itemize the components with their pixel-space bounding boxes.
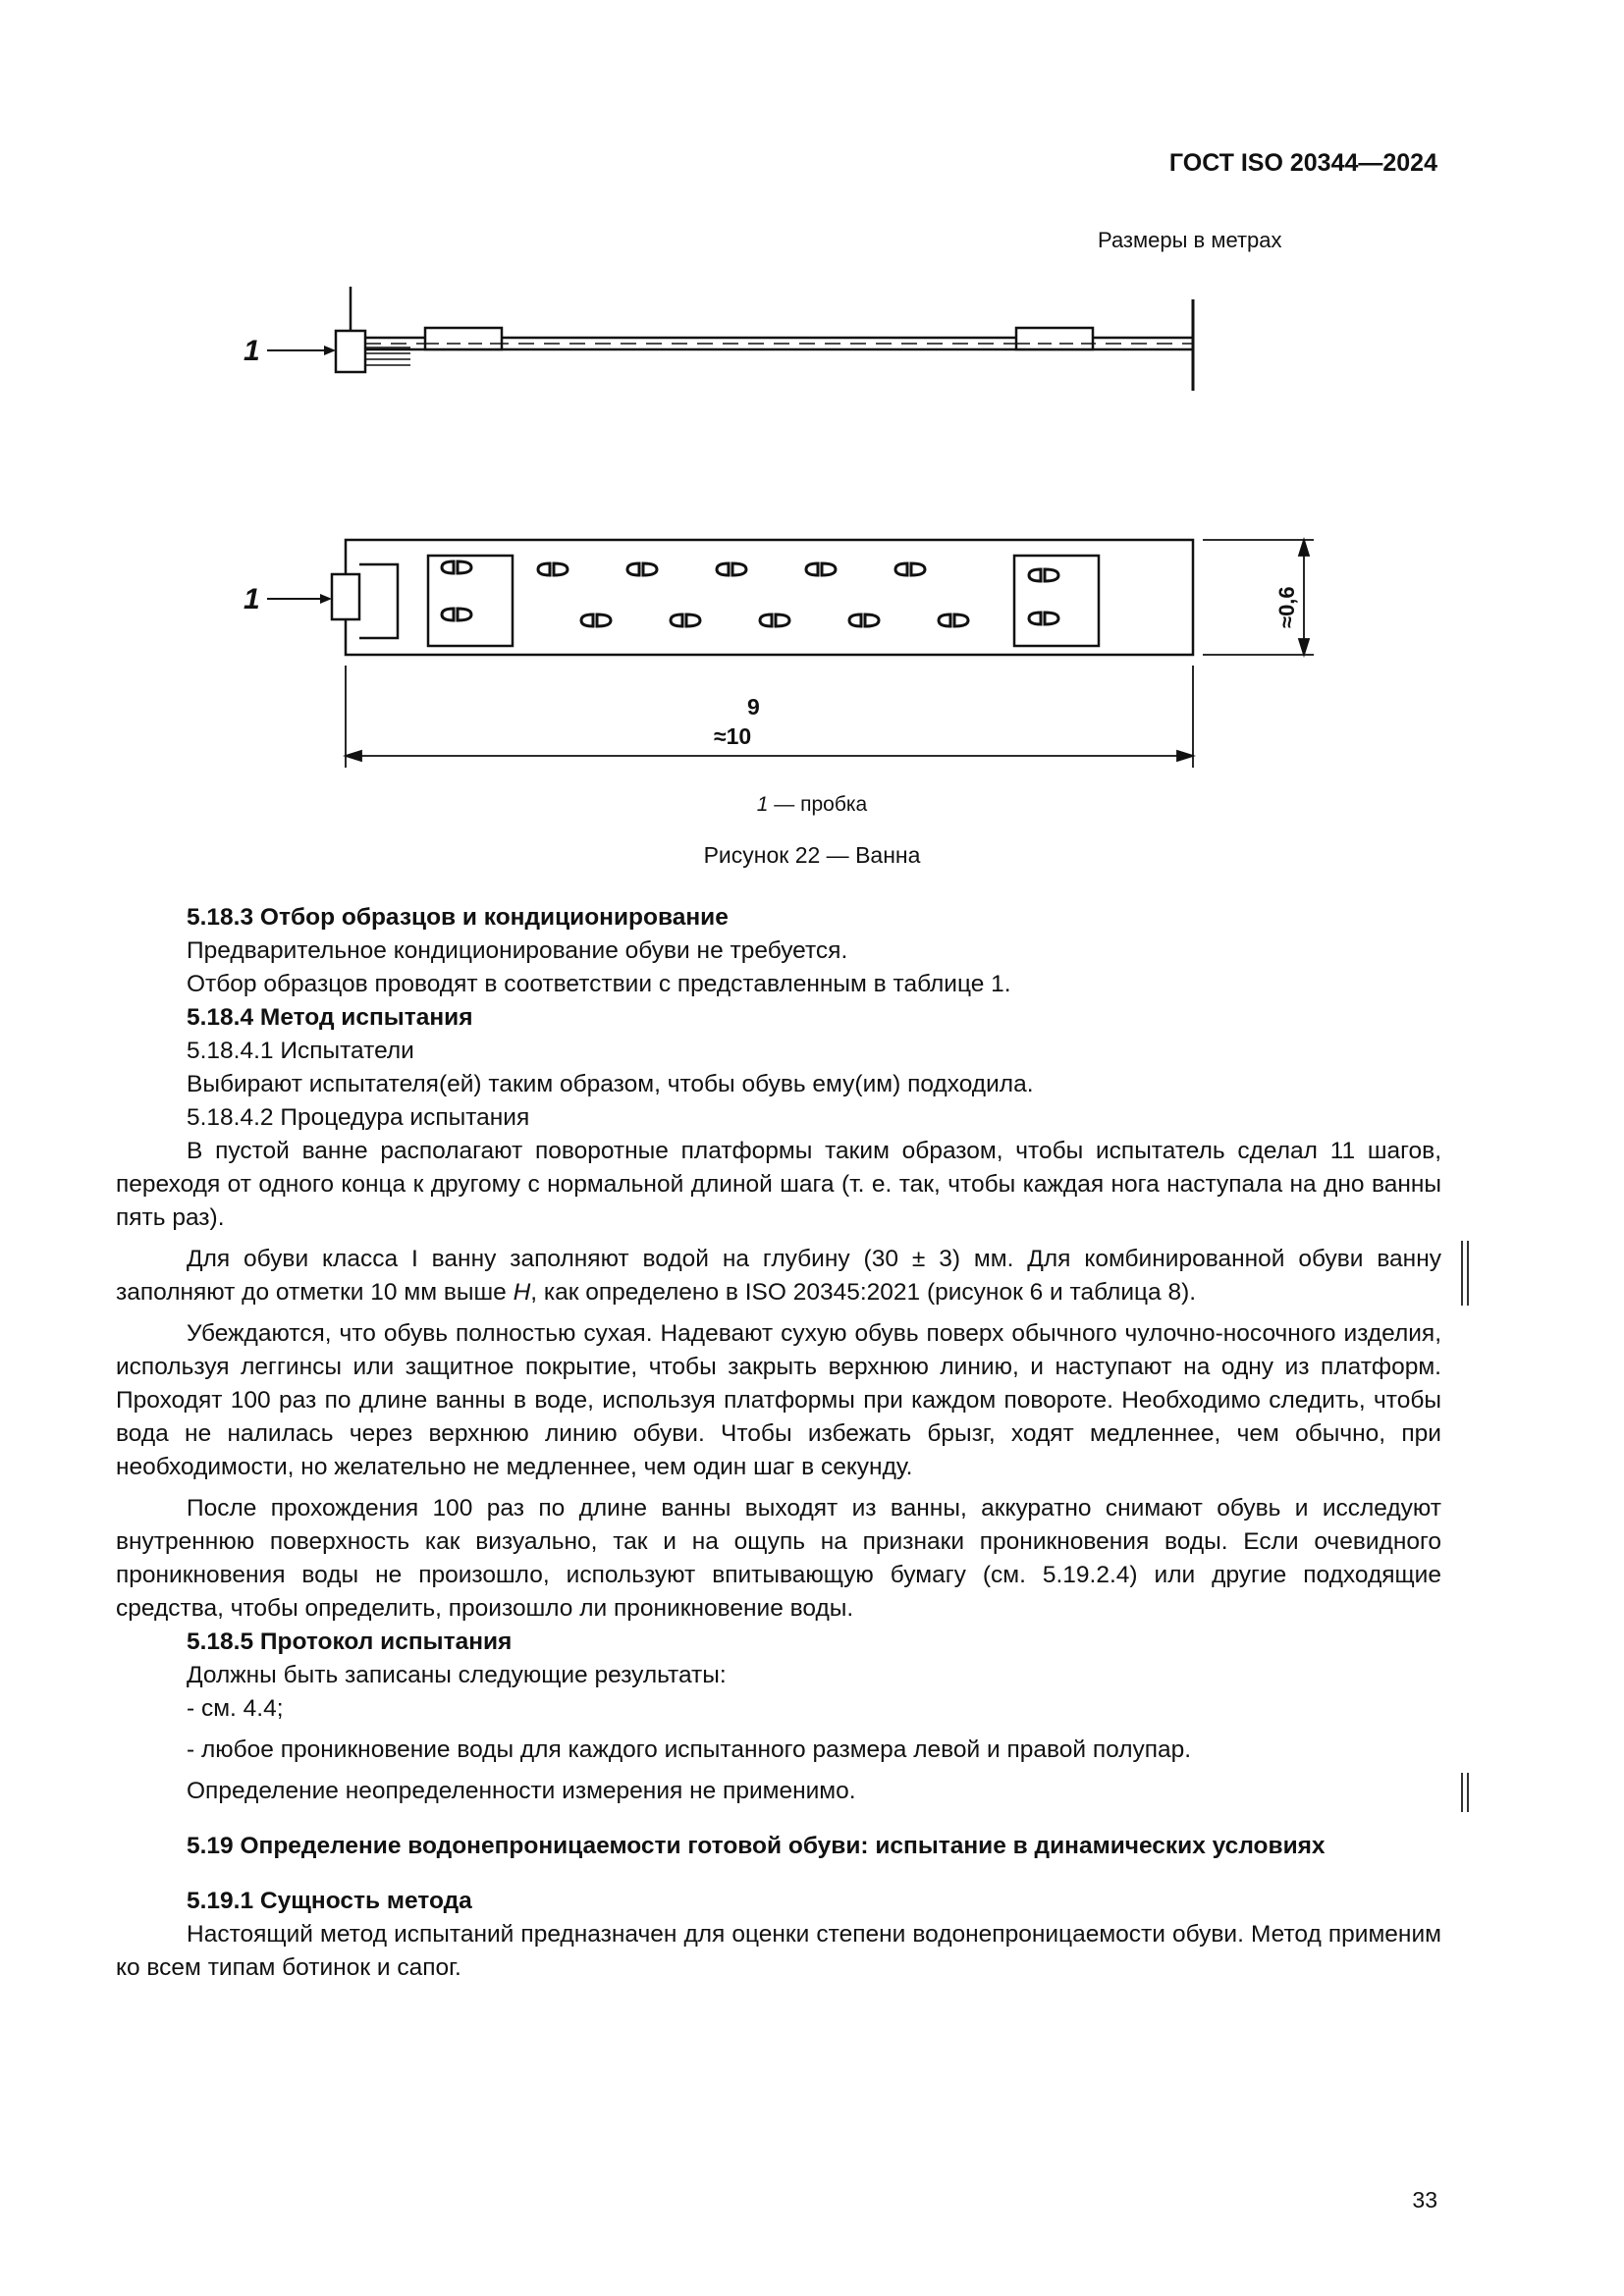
length-inner-label: 9 (747, 694, 760, 720)
paragraph: В пустой ванне располагают поворотные платформы таким образом, чтобы испытатель сделал 11 шагов, переходя от одного конца к другому с нормальной длиной шага (т. е. так, чтобы каждая нога наступала на дно ванны пять раз). (116, 1138, 1441, 1231)
length-dimension (346, 666, 1193, 768)
length-outer-label: ≈10 (714, 723, 752, 749)
paragraph: Убеждаются, что обувь полностью сухая. Надевают сухую обувь поверх обычного чулочно-носочного изделия, используя леггинсы или защитное покрытие, чтобы закрыть верхнюю линию, и наступают на одну из платформ. Проходят 100 раз по длине ванны в воде, используя платформы при каждом повороте. Необходимо следить, чтобы вода не налилась через верхнюю линию обуви. Чтобы избежать брызг, ходят медленнее, чем обычно, при необходимости, но желательно не медленнее, чем один шаг в секунду. (116, 1320, 1441, 1480)
section-5-18-4-1-title: 5.18.4.1 Испытатели (187, 1038, 414, 1064)
paragraph: После прохождения 100 раз по длине ванны выходят из ванны, аккуратно снимают обувь и исследуют внутреннюю поверхность как визуально, так и на ощупь на признаки проникновения воды. Если очевидного проникновения воды не произошло, используют впитывающую бумагу (см. 5.19.2.4) или другие подходящие средства, чтобы определить, произошло ли проникновение воды. (116, 1495, 1441, 1622)
figure-legend (0, 793, 1624, 817)
paragraph: Выбирают испытателя(ей) таким образом, чтобы обувь ему(им) подходила. (187, 1071, 1034, 1097)
side-view (336, 287, 1193, 391)
section-5-19-1-title: 5.19.1 Сущность метода (187, 1888, 472, 1914)
paragraph: Настоящий метод испытаний предназначен для оценки степени водонепроницаемости обуви. Метод применим ко всем типам ботинок и сапог. (116, 1921, 1441, 1981)
paragraph: Должны быть записаны следующие результаты: (187, 1662, 727, 1688)
callout-bottom-label: 1 (244, 583, 260, 615)
section-5-18-4-title: 5.18.4 Метод испытания (187, 1004, 473, 1031)
section-5-18-5-title: 5.18.5 Протокол испытания (187, 1629, 513, 1655)
figure-caption: Рисунок 22 — Ванна (703, 842, 921, 868)
document-header: ГОСТ ISO 20344—2024 (1168, 149, 1437, 177)
change-bar (1461, 1773, 1469, 1812)
footprints (442, 561, 1058, 626)
section-5-18-4-2-title: 5.18.4.2 Процедура испытания (187, 1104, 530, 1131)
paragraph: Для обуви класса I ванну заполняют водой на глубину (30 ± 3) мм. Для комбинированной обуви ванну заполняют до отметки 10 мм выше H, как определено в ISO 20345:2021 (рисунок 6 и таблица 8). (116, 1246, 1441, 1306)
legend-text: — пробка (768, 793, 868, 816)
document-body (116, 901, 1441, 1985)
height-dimension-label: ≈0,6 (1274, 586, 1299, 628)
page-number: 33 (1412, 2187, 1437, 2213)
section-5-18-3-title: 5.18.3 Отбор образцов и кондиционирование (187, 904, 729, 931)
footprint-pair (442, 561, 1058, 624)
list-item: - любое проникновение воды для каждого испытанного размера левой и правой полупар. (187, 1736, 1192, 1763)
bath-figure (0, 275, 1624, 785)
callout-top-label: 1 (244, 335, 260, 367)
paragraph: Предварительное кондиционирование обуви не требуется. (187, 937, 848, 964)
dimensions-note: Размеры в метрах (1098, 228, 1282, 252)
legend-number: 1 (756, 793, 769, 816)
change-bar (1461, 1241, 1469, 1306)
plan-view (332, 540, 1193, 655)
list-item: - см. 4.4; (187, 1695, 284, 1722)
paragraph: Определение неопределенности измерения не применимо. (187, 1778, 856, 1804)
section-5-19-title: 5.19 Определение водонепроницаемости готовой обуви: испытание в динамических условиях (187, 1833, 1326, 1859)
paragraph: Отбор образцов проводят в соответствии с представленным в таблице 1. (187, 971, 1011, 997)
